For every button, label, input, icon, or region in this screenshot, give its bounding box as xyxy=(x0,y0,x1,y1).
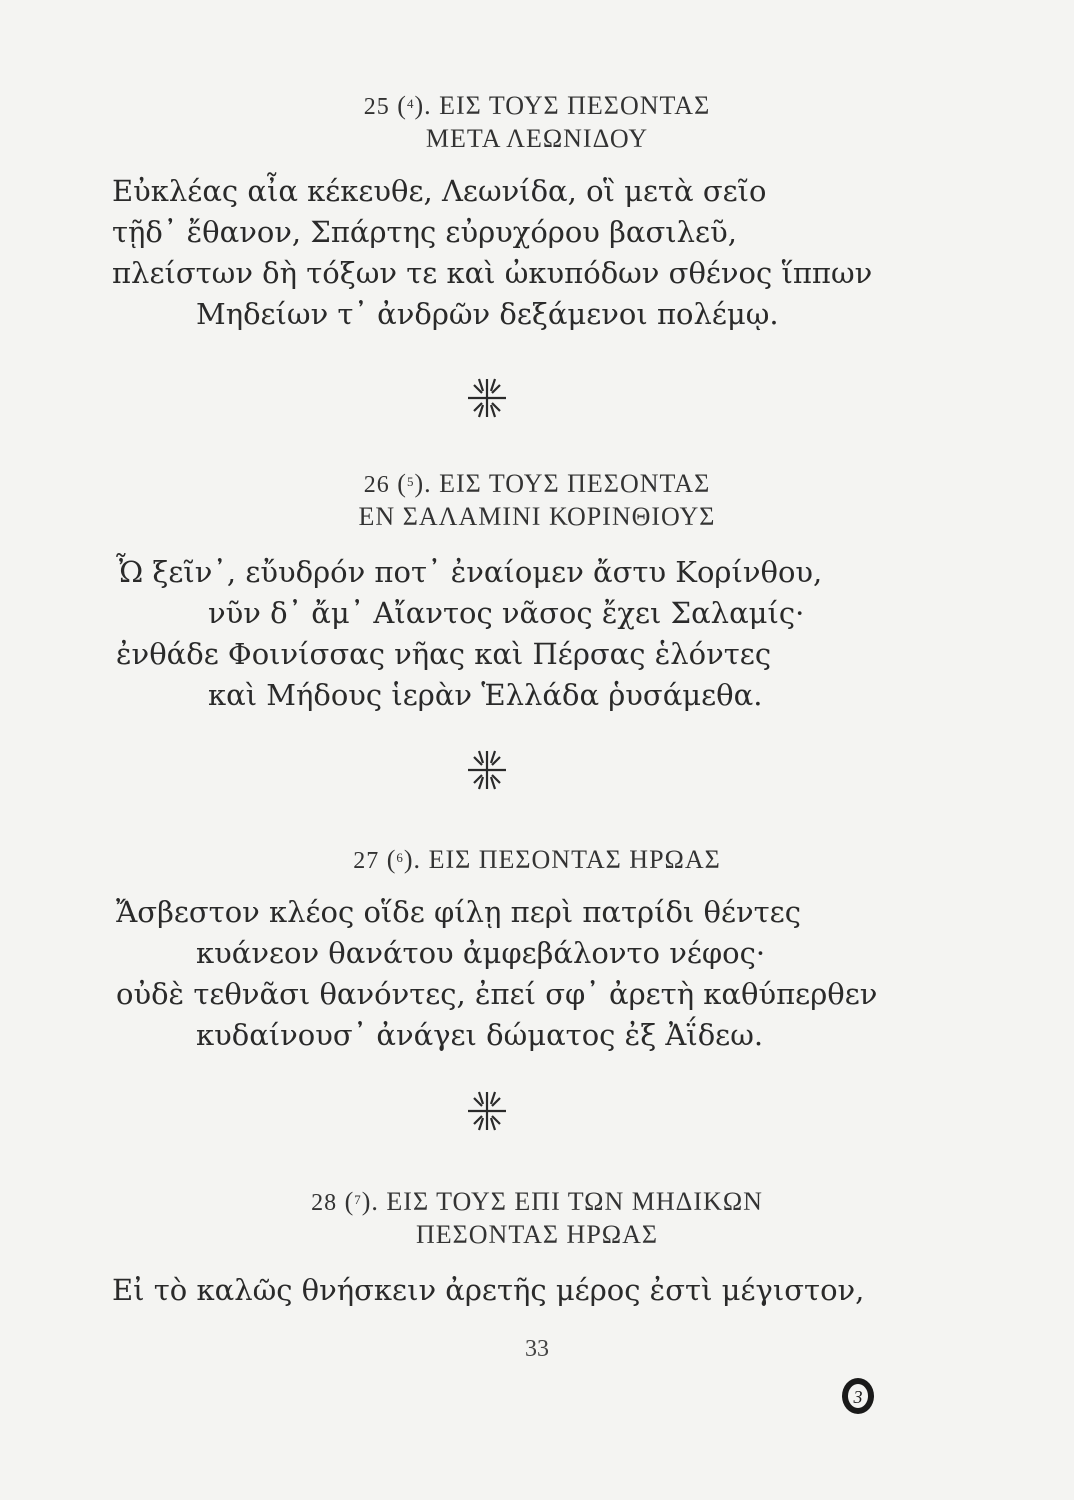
ornament-icon xyxy=(462,373,512,423)
poem-heading-26: 26 ($^5$). ΕΙΣ ΤΟΥΣ ΠΕΣΟΝΤΑΣ ΕΝ ΣΑΛΑΜΙΝΙ ΚΟΡΙΝΘΙΟΥΣ xyxy=(358,469,716,531)
asterism-ornament xyxy=(462,1086,512,1136)
poem-number: 26 xyxy=(363,472,390,498)
poem-title-line-1: ΕΙΣ ΤΟΥΣ ΠΕΣΟΝΤΑΣ xyxy=(439,469,711,498)
verse-line: νῦν δ᾽ ἄμ᾽ Αἴαντος νᾶσος ἔχει Σαλαμίς· xyxy=(208,596,805,630)
stamp-label: 3 xyxy=(853,1387,863,1407)
poem-heading-28: 28 ($^7$). ΕΙΣ ΤΟΥΣ ΕΠΙ ΤΩΝ ΜΗΔΙΚΩΝ ΠΕΣΟΝΤΑΣ ΗΡΩΑΣ xyxy=(311,1187,763,1249)
verse-line: ἐνθάδε Φοινίσσας νῆας καὶ Πέρσας ἑλόντες xyxy=(116,637,772,671)
stamp-icon xyxy=(838,1376,878,1416)
verse-line: τῇδ᾽ ἔθανον, Σπάρτης εὐρυχόρου βασιλεῦ, xyxy=(112,215,737,249)
verse-line: κυδαίνουσ᾽ ἀνάγει δώματος ἐξ Ἀΐδεω. xyxy=(196,1018,764,1052)
poem-title-line-2: ΜΕΤΑ ΛΕΩΝΙΔΟΥ xyxy=(425,124,649,153)
verse-line: Εὐκλέας αἶα κέκευθε, Λεωνίδα, οἳ μετὰ σεῖο xyxy=(112,174,767,208)
verse-line: Μηδείων τ᾽ ἀνδρῶν δεξάμενοι πολέμῳ. xyxy=(196,297,779,331)
verse-line: καὶ Μήδους ἱερὰν Ἑλλάδα ῥυσάμεθα. xyxy=(208,678,763,712)
verse-line: κυάνεον θανάτου ἀμφεβάλοντο νέφος· xyxy=(196,936,766,970)
verse-line: οὐδὲ τεθνᾶσι θανόντες, ἐπεί σφ᾽ ἀρετὴ καθύπερθεν xyxy=(116,977,878,1011)
poem-title-line-2: ΕΝ ΣΑΛΑΜΙΝΙ ΚΟΡΙΝΘΙΟΥΣ xyxy=(358,502,716,531)
poem-heading-25: 25 ($^4$). ΕΙΣ ΤΟΥΣ ΠΕΣΟΝΤΑΣ ΜΕΤΑ ΛΕΩΝΙΔΟΥ xyxy=(363,91,711,153)
poem-title-line-1: ΕΙΣ ΤΟΥΣ ΠΕΣΟΝΤΑΣ xyxy=(439,91,711,120)
poem-title-line-2: ΠΕΣΟΝΤΑΣ ΗΡΩΑΣ xyxy=(415,1220,659,1249)
verse-line: πλείστων δὴ τόξων τε καὶ ὠκυπόδων σθένος ἵππων xyxy=(112,256,873,290)
ornament-icon xyxy=(462,1086,512,1136)
poem-title-line-1: ΕΙΣ ΠΕΣΟΝΤΑΣ ΗΡΩΑΣ xyxy=(428,845,721,874)
library-stamp xyxy=(838,1376,878,1416)
ornament-icon xyxy=(462,745,512,795)
poem-number: 27 xyxy=(353,848,380,874)
verse-line: Ὦ ξεῖν᾽, εὔυδρόν ποτ᾽ ἐναίομεν ἄστυ Κορίνθου, xyxy=(116,555,823,589)
footnote-ref: 7 xyxy=(354,1192,362,1207)
poem-number: 28 xyxy=(311,1190,338,1216)
poem-title-line-1: ΕΙΣ ΤΟΥΣ ΕΠΙ ΤΩΝ ΜΗΔΙΚΩΝ xyxy=(386,1187,763,1216)
asterism-ornament xyxy=(462,373,512,423)
footnote-ref: 6 xyxy=(396,850,404,865)
asterism-ornament xyxy=(462,745,512,795)
page-number: 33 xyxy=(525,1336,549,1362)
verse-line: Ἄσβεστον κλέος οἵδε φίλῃ περὶ πατρίδι θέντες xyxy=(116,895,801,929)
poem-heading-27: 27 ($^6$). ΕΙΣ ΠΕΣΟΝΤΑΣ ΗΡΩΑΣ xyxy=(353,845,721,874)
poem-number: 25 xyxy=(363,94,390,120)
footnote-ref: 4 xyxy=(406,96,415,111)
footnote-ref: 5 xyxy=(406,474,415,489)
verse-line: Εἰ τὸ καλῶς θνήσκειν ἀρετῆς μέρος ἐστὶ μέγιστον, xyxy=(112,1273,865,1307)
